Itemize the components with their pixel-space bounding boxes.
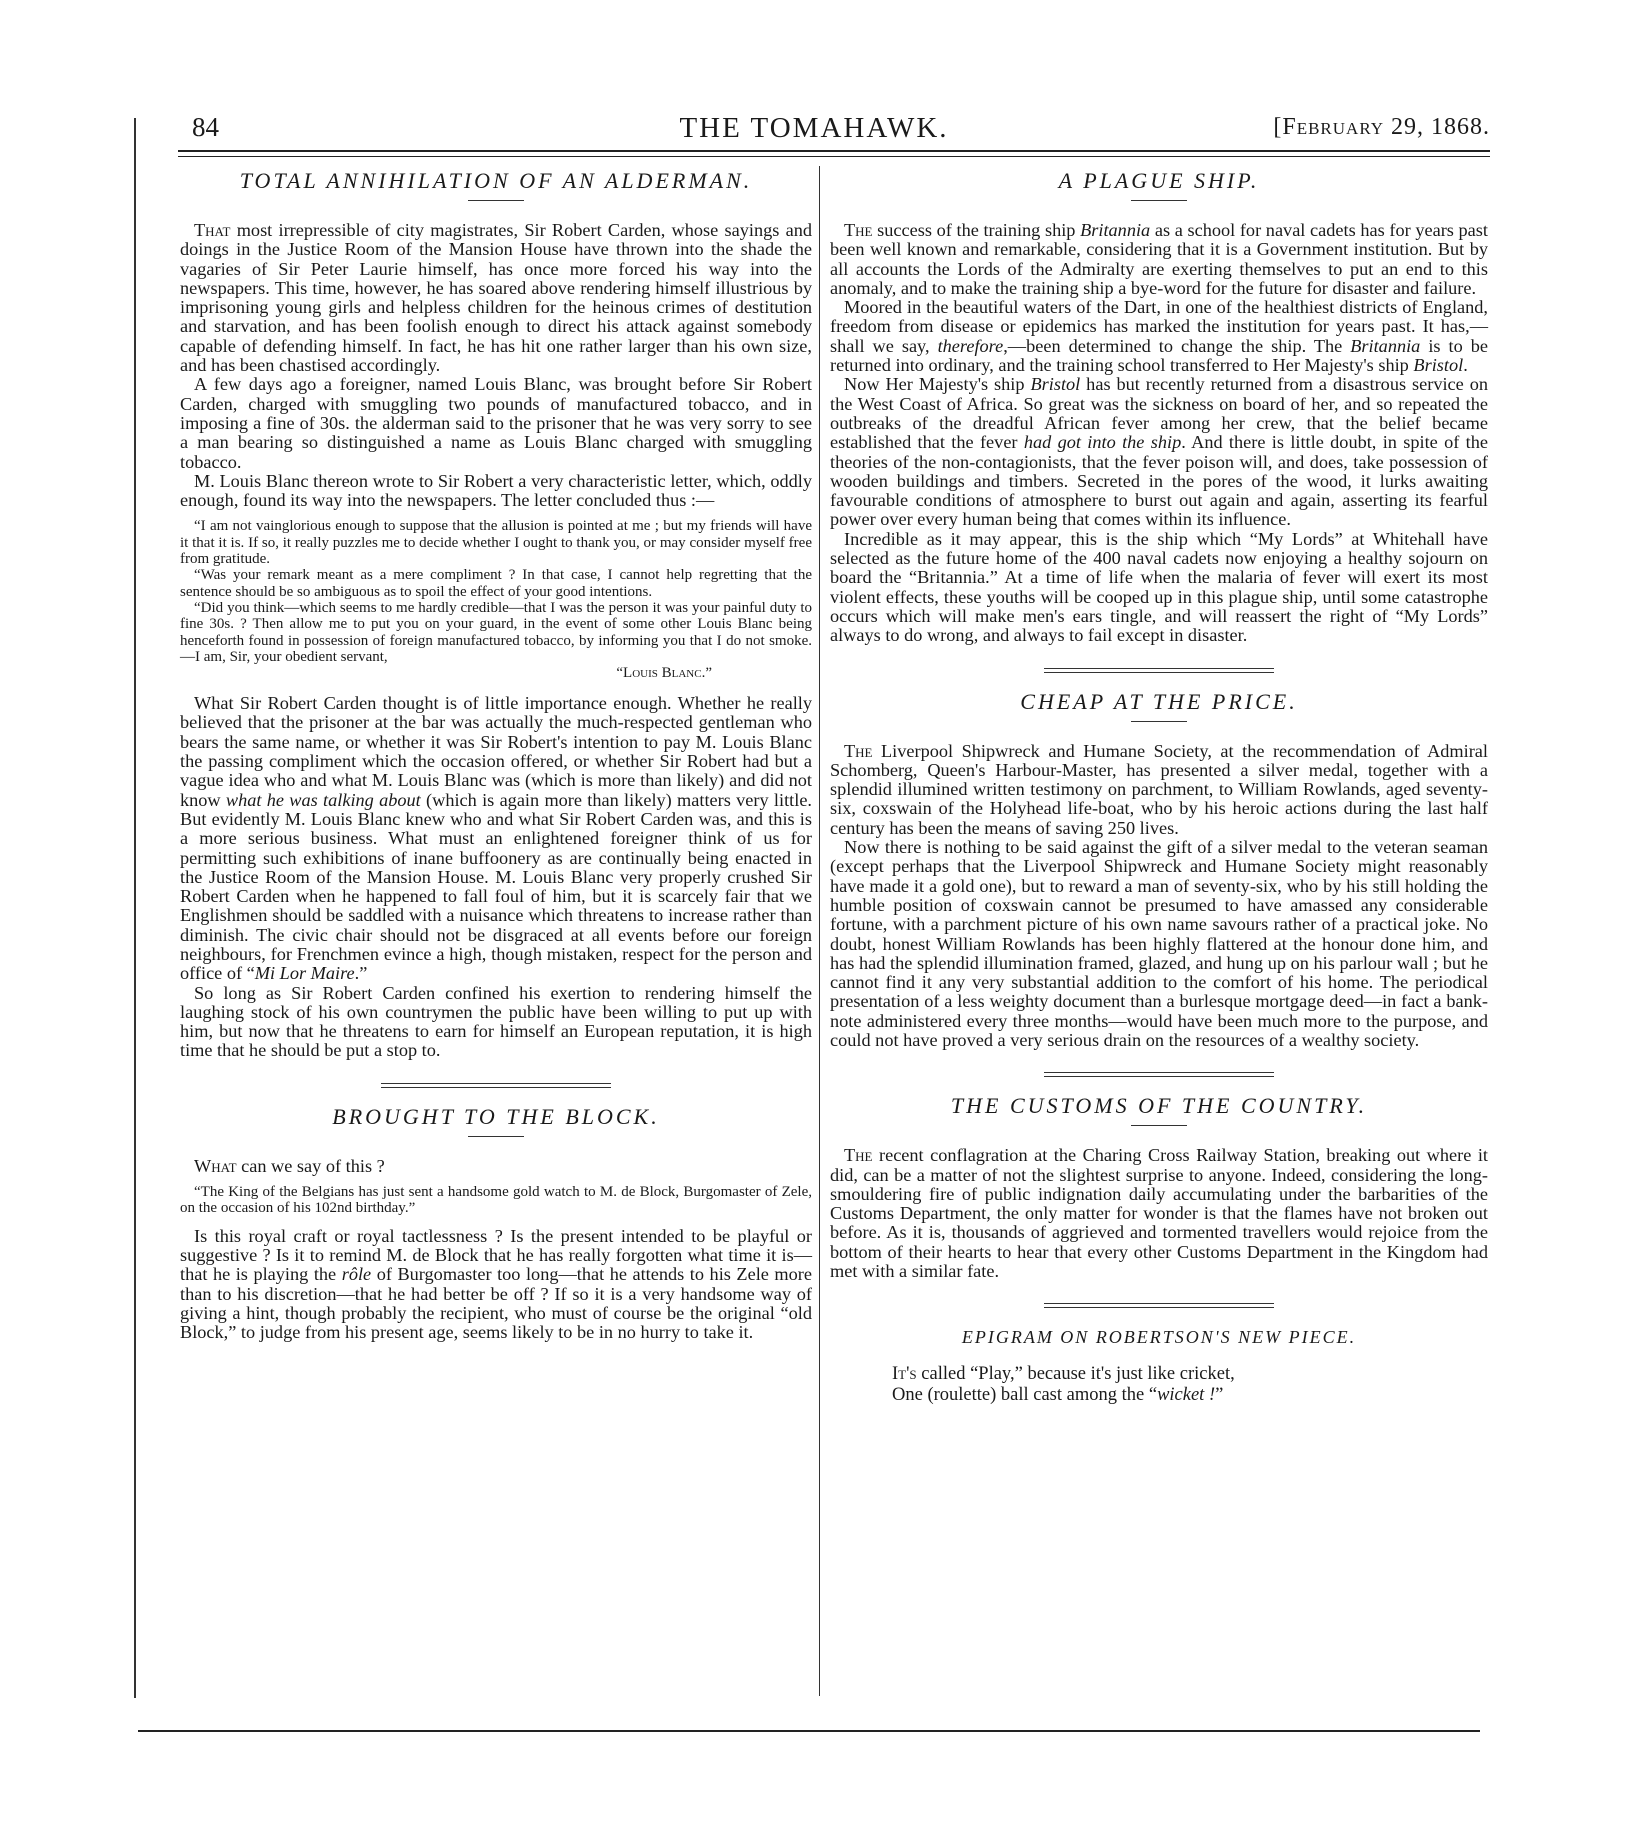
section-separator <box>381 1083 611 1088</box>
alderman-paragraph-3: M. Louis Blanc thereon wrote to Sir Robert a very characteristic letter, which, oddly enough, found its way into the newspapers. The letter concluded thus :— <box>180 470 812 511</box>
alderman-paragraph-1: That most irrepressible of city magistrates, Sir Robert Carden, whose sayings and doings in the Justice Room of the Mansion House have thrown into the shade the vagaries of Sir Peter Laurie himself, has once more forced his way into the newspapers. This time, however, he has soared above rendering himself illustrious by imprisoning young girls and helpless children for the heinous crimes of destitution and starvation, and has been foolish enough to direct his attack against somebody capable of defending himself. In fact, he has hit one rather larger than his own size, and has been chastised accordingly. <box>180 220 812 376</box>
section-separator <box>1044 1303 1274 1308</box>
alderman-paragraph-4: What Sir Robert Carden thought is of little importance enough. Whether he really believed that the prisoner at the bar was actually the much-respected gentleman who bears the same name, or whether it was Sir Robert's intention to pay M. Louis Blanc the passing compliment which the occasion offered, or whether Sir Robert had but a vague idea who and what M. Louis Blanc was (which is more than likely) and did not know what he was talking about (which is again more than likely) matters very little. But evidently M. Louis Blanc knew who and what Sir Robert Carden was, and this is a more serious business. What must an enlightened foreigner think of us for permitting such exhibitions of inane buffoonery as are continually being enacted in the Justice Room of the Mansion House. M. Louis Blanc very properly crushed Sir Robert Carden when he happened to fall foul of him, but it is scarcely fair that we Englishmen should be saddled with a nuisance which threatens to increase rather than diminish. The civic chair should not be disgraced at all events before our foreign neighbours, for Frenchmen evince a high, though mistaken, respect for the person and office of “Mi Lor Maire.” <box>180 693 813 984</box>
epigram-line-2: One (roulette) ball cast among the “wicket !” <box>892 1385 1224 1406</box>
column-divider <box>819 166 820 1696</box>
cheap-paragraph-2: Now there is nothing to be said against the gift of a silver medal to the veteran seaman (except perhaps that the Liverpool Shipwreck and Humane Society might reasonably have made it a gold one), but to reward a man of seventy-six, who by his still holding the humble position of coxswain cannot be presumed to have amassed any considerable fortune, with a parchment picture of his own name savours rather of a practical joke. No doubt, honest William Rowlands has been highly flattered at the honour done him, and has had the splendid illumination framed, glazed, and hung up on his parlour wall ; but he cannot find it any very substantial addition to the comfort of his home. The periodical presentation of a less weighty document than a burlesque mortgage deed—in fact a bank-note administered every three months—would have been much more to the purpose, and could not have proved a very serious drain on the resources of a wealthy society. <box>830 837 1488 1050</box>
page-header <box>138 110 1490 146</box>
customs-paragraph-1: The recent conflagration at the Charing Cross Railway Station, breaking out where it did, can be a matter of not the slightest surprise to anyone. Indeed, considering the long-smouldering fire of public indignation daily accumulating under the barbarities of the Customs Department, the only matter for wonder is that the flames have not broken out before. As it is, thousands of aggrieved and tormented travellers would rejoice from the bottom of their hearts to hear that every other Customs Department in the Kingdom had met with a similar fate. <box>830 1145 1488 1282</box>
block-quote-text: “The King of the Belgians has just sent a handsome gold watch to M. de Block, Burgomaster of Zele, on the occasion of his 102nd birthday.” <box>180 1184 812 1217</box>
issue-date: [February 29, 1868. <box>1273 114 1490 140</box>
article-title-plague: A PLAGUE SHIP. <box>1058 168 1260 193</box>
alderman-paragraph-5: So long as Sir Robert Carden confined his exertion to rendering himself the laughing stock of his own countrymen the public have been willing to put up with him, but now that he threatens to earn for himself an European reputation, it is high time that he should be put a stop to. <box>180 982 812 1061</box>
plague-paragraph-1: The success of the training ship Britannia as a school for naval cadets has for years past been well known and remarkable, considering that it is a Government institution. But by all accounts the Lords of the Admiralty are exerting themselves to put an end to this anomaly, and to make the training ship a bye-word for the future for disaster and failure. <box>830 220 1488 298</box>
article-title-cheap: CHEAP AT THE PRICE. <box>1020 688 1298 714</box>
title-rule <box>1131 1125 1187 1126</box>
letter-signature: “Louis Blanc.” <box>616 665 712 682</box>
page-number: 84 <box>192 112 219 142</box>
quote-paragraph-1: “I am not vainglorious enough to suppose that the allusion is pointed at me ; but my friends will have it that it is. If so, it really puzzles me to decide whether I ought to thank you, or may consider myself free from gratitude. <box>180 518 812 568</box>
letter-quote <box>180 518 812 682</box>
quote-paragraph-3: “Did you think—which seems to me hardly credible—that I was the person it was your painful duty to fine 30s. ? Then allow me to put you on your guard, in the event of some other Louis Blanc being henceforth found in possession of foreign manufactured tobacco, by informing you that I do not smoke.—I am, Sir, your obedient servant, <box>180 599 812 665</box>
title-rule <box>468 200 524 201</box>
masthead: THE TOMAHAWK. <box>679 112 949 144</box>
article-title-epigram: EPIGRAM ON ROBERTSON'S NEW PIECE. <box>961 1327 1357 1348</box>
plague-paragraph-4: Incredible as it may appear, this is the ship which “My Lords” at Whitehall have selected as the future home of the 400 naval cadets now enjoying a healthy sojourn on board the “Britannia.” At a time of life when the malaria of fever will exert its most violent effects, these youths will be cooped up in this plague ship, until some catastrophe occurs which will make men's ears tingle, and will reassert the right of “My Lords” always to do wrong, and always to fail except in disaster. <box>830 528 1488 646</box>
alderman-paragraph-2: A few days ago a foreigner, named Louis Blanc, was brought before Sir Robert Carden, charged with smuggling two pounds of manufactured tobacco, and in imposing a fine of 30s. the alderman said to the prisoner that he was very sorry to see a man bearing so distinguished a name as Louis Blanc charged with smuggling tobacco. <box>180 374 812 472</box>
newspaper-page <box>138 110 1490 1735</box>
header-rule <box>178 150 1490 152</box>
left-column <box>180 168 812 1342</box>
page-edge-rule <box>134 118 136 1698</box>
header-rule-thin <box>178 156 1490 157</box>
title-rule <box>1131 721 1187 722</box>
article-title-block: BROUGHT TO THE BLOCK. <box>332 1103 660 1129</box>
epigram-line-1: It's called “Play,” because it's just like cricket, <box>892 1364 1235 1385</box>
block-paragraph-2: Is this royal craft or royal tactlessness ? Is the present intended to be playful or suggestive ? Is it to remind M. de Block that he has really forgotten what time it is—that he is playing the rôle of Burgomaster too long—that he attends to his Zele more than to his discretion—that he had better be off ? If so it is a very handsome way of giving a hint, though probably the recipient, who must of course be the original “old Block,” to judge from his present age, seems likely to be in no hurry to take it. <box>180 1225 812 1343</box>
footer-rule <box>138 1730 1480 1732</box>
title-rule <box>468 1136 524 1137</box>
cheap-paragraph-1: The Liverpool Shipwreck and Humane Society, at the recommendation of Admiral Schomberg, Queen's Harbour-Master, has presented a silver medal, together with a splendid illumined written testimony on parchment, to William Rowlands, aged seventy-six, coxswain of the Holyhead life-boat, who by his heroic actions during the last half century has been the means of saving 250 lives. <box>830 740 1488 838</box>
block-quote <box>180 1184 812 1217</box>
block-paragraph-1: What can we say of this ? <box>194 1155 385 1176</box>
plague-paragraph-3: Now Her Majesty's ship Bristol has but recently returned from a disastrous service on the West Coast of Africa. So great was the sickness on board of her, and so repeated the outbreaks of the dreadful African fever among her crew, that the belief became established that the fever had got into the ship. And there is little doubt, in spite of the theories of the non-contagionists, that the fever poison will, and does, take possession of wooden buildings and timbers. Secreted in the pores of the wood, it lurks awaiting favourable conditions of atmosphere to burst out again and again, asserting its fearful power over every human being that comes within its influence. <box>830 374 1489 530</box>
section-separator <box>1044 668 1274 673</box>
article-title-alderman: TOTAL ANNIHILATION OF AN ALDERMAN. <box>239 168 753 193</box>
right-column <box>830 168 1488 1406</box>
title-rule <box>1131 200 1187 201</box>
quote-paragraph-2: “Was your remark meant as a mere compliment ? In that case, I cannot help regretting that the sentence should be so ambiguous as to spoil the effect of your good intentions. <box>180 567 812 600</box>
section-separator <box>1044 1072 1274 1077</box>
article-title-customs: THE CUSTOMS OF THE COUNTRY. <box>950 1093 1368 1119</box>
plague-paragraph-2: Moored in the beautiful waters of the Dart, in one of the healthiest districts of England, freedom from disease or epidemics has marked the institution for years past. It has,—shall we say, therefore,—been determined to change the ship. The Britannia is to be returned into ordinary, and the training school transferred to Her Majesty's ship Bristol. <box>830 297 1488 376</box>
